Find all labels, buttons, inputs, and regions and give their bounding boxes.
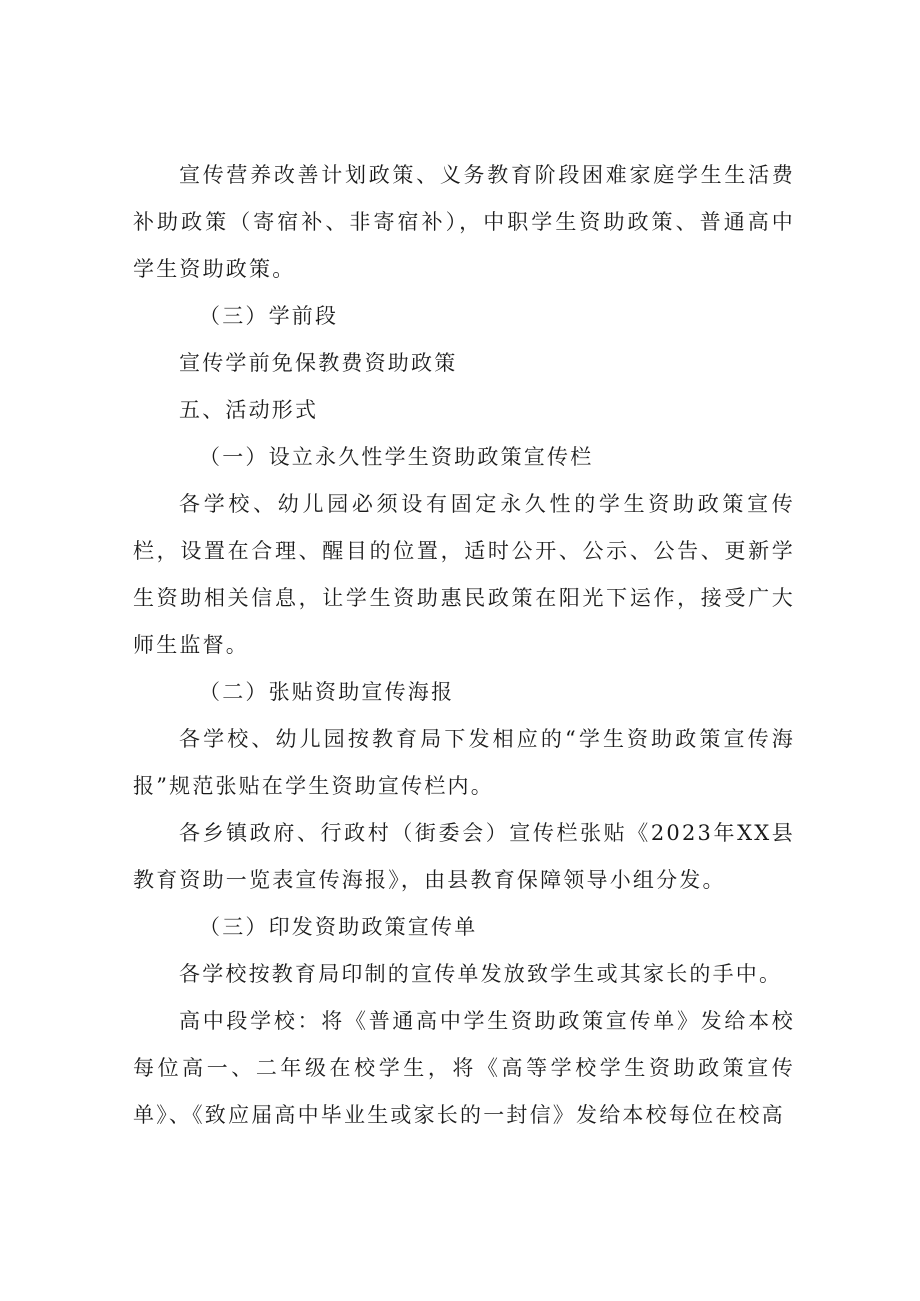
document-body <box>133 152 795 1139</box>
paragraph-policy-publicity: 宣传营养改善计划政策、义务教育阶段困难家庭学生生活费补助政策（寄宿补、非寄宿补），中职学生资助政策、普通高中学生资助政策。 <box>133 163 795 281</box>
heading-leaflets: （三）印发资助政策宣传单 <box>199 915 478 939</box>
paragraph-posters-schools: 各学校、幼儿园按教育局下发相应的“学生资助政策宣传海报”规范张贴在学生资助宣传栏内。 <box>133 727 795 798</box>
paragraph-high-school: 高中段学校：将《普通高中学生资助政策宣传单》发给本校每位高一、二年级在校学生，将《高等学校学生资助政策宣传单》、《致应届高中毕业生或家长的一封信》发给本校每位在校高 <box>133 1009 795 1127</box>
heading-activity-forms: 五、活动形式 <box>179 398 319 422</box>
paragraph-leaflets: 各学校按教育局印制的宣传单发放致学生或其家长的手中。 <box>179 962 783 986</box>
heading-preschool-stage: （三）学前段 <box>199 304 339 328</box>
heading-bulletin-board: （一）设立永久性学生资助政策宣传栏 <box>199 445 594 469</box>
paragraph-preschool-policy: 宣传学前免保教费资助政策 <box>179 351 458 375</box>
paragraph-posters-townships: 各乡镇政府、行政村（街委会）宣传栏张贴《2023年XX县教育资助一览表宣传海报》，由县教育保障领导小组分发。 <box>133 821 795 892</box>
heading-posters: （二）张贴资助宣传海报 <box>199 680 455 704</box>
paragraph-bulletin-board: 各学校、幼儿园必须设有固定永久性的学生资助政策宣传栏，设置在合理、醒目的位置，适时公开、公示、公告、更新学生资助相关信息，让学生资助惠民政策在阳光下运作，接受广大师生监督。 <box>133 492 795 657</box>
